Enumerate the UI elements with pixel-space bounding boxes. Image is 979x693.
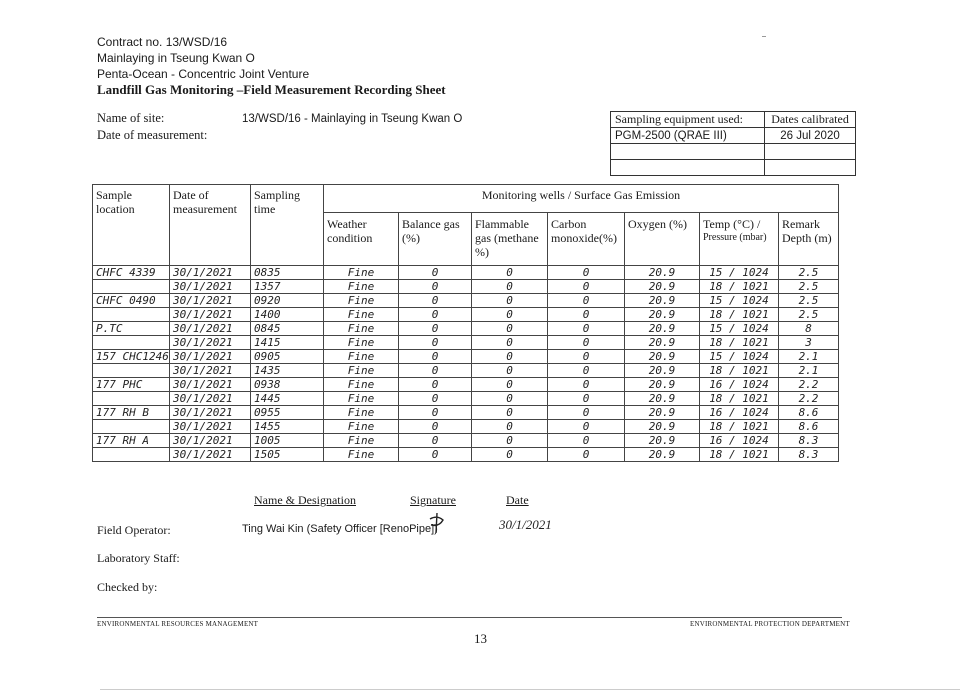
temp-pressure-cell: 15 / 1024 xyxy=(700,350,779,364)
sample-location-cell xyxy=(93,364,170,378)
depth-cell: 2.1 xyxy=(779,350,839,364)
date-cell: 30/1/2021 xyxy=(170,280,251,294)
table-row xyxy=(93,266,839,280)
depth-cell: 2.2 xyxy=(779,378,839,392)
sample-location-cell xyxy=(93,308,170,322)
time-cell: 1505 xyxy=(251,448,324,462)
carbon-monoxide-cell: 0 xyxy=(548,350,625,364)
table-row xyxy=(93,420,839,434)
balance-gas-cell: 0 xyxy=(399,448,472,462)
header-balance-gas: Balance gas (%) xyxy=(399,213,472,266)
depth-cell: 2.5 xyxy=(779,280,839,294)
name-designation-header: Name & Designation xyxy=(254,493,356,507)
sample-location-cell: P.TC xyxy=(93,322,170,336)
carbon-monoxide-cell: 0 xyxy=(548,434,625,448)
balance-gas-cell: 0 xyxy=(399,350,472,364)
document-header xyxy=(97,34,446,98)
measurement-rows xyxy=(93,266,839,462)
temp-pressure-cell: 18 / 1021 xyxy=(700,308,779,322)
oxygen-cell: 20.9 xyxy=(625,364,700,378)
site-name-label: Name of site: xyxy=(97,111,165,125)
depth-cell: 8.6 xyxy=(779,420,839,434)
date-cell: 30/1/2021 xyxy=(170,378,251,392)
flammable-gas-cell: 0 xyxy=(472,378,548,392)
depth-cell: 8.3 xyxy=(779,434,839,448)
sample-location-cell xyxy=(93,336,170,350)
footer-divider xyxy=(97,617,842,618)
flammable-gas-cell: 0 xyxy=(472,420,548,434)
header-sample-location: Sample location xyxy=(93,185,170,266)
oxygen-cell: 20.9 xyxy=(625,378,700,392)
oxygen-cell: 20.9 xyxy=(625,308,700,322)
carbon-monoxide-cell: 0 xyxy=(548,448,625,462)
header-group: Monitoring wells / Surface Gas Emission xyxy=(324,185,839,213)
sample-location-cell: CHFC 4339 xyxy=(93,266,170,280)
weather-cell: Fine xyxy=(324,308,399,322)
oxygen-cell: 20.9 xyxy=(625,350,700,364)
weather-cell: Fine xyxy=(324,294,399,308)
time-cell: 0835 xyxy=(251,266,324,280)
balance-gas-cell: 0 xyxy=(399,420,472,434)
carbon-monoxide-cell: 0 xyxy=(548,336,625,350)
sample-location-cell xyxy=(93,448,170,462)
date-cell: 30/1/2021 xyxy=(170,448,251,462)
temp-pressure-cell: 15 / 1024 xyxy=(700,322,779,336)
balance-gas-cell: 0 xyxy=(399,336,472,350)
date-cell: 30/1/2021 xyxy=(170,420,251,434)
balance-gas-cell: 0 xyxy=(399,392,472,406)
date-cell: 30/1/2021 xyxy=(170,308,251,322)
table-row xyxy=(93,280,839,294)
date-cell: 30/1/2021 xyxy=(170,294,251,308)
time-cell: 1415 xyxy=(251,336,324,350)
temp-pressure-cell: 18 / 1021 xyxy=(700,280,779,294)
header-remark-depth xyxy=(779,213,839,266)
temp-pressure-cell: 18 / 1021 xyxy=(700,420,779,434)
sample-location-cell: 177 RH A xyxy=(93,434,170,448)
calibration-header: Dates calibrated xyxy=(765,112,856,128)
depth-cell: 8 xyxy=(779,322,839,336)
table-row xyxy=(93,322,839,336)
temp-pressure-cell: 15 / 1024 xyxy=(700,266,779,280)
date-cell: 30/1/2021 xyxy=(170,266,251,280)
weather-cell: Fine xyxy=(324,434,399,448)
time-cell: 1435 xyxy=(251,364,324,378)
carbon-monoxide-cell: 0 xyxy=(548,308,625,322)
weather-cell: Fine xyxy=(324,420,399,434)
header-time: Sampling time xyxy=(251,185,324,266)
flammable-gas-cell: 0 xyxy=(472,434,548,448)
equipment-cell xyxy=(611,144,765,160)
laboratory-staff-label: Laboratory Staff: xyxy=(97,551,180,565)
signature-header: Signature xyxy=(410,493,456,507)
carbon-monoxide-cell: 0 xyxy=(548,364,625,378)
time-cell: 0920 xyxy=(251,294,324,308)
flammable-gas-cell: 0 xyxy=(472,336,548,350)
time-cell: 0905 xyxy=(251,350,324,364)
depth-cell: 2.5 xyxy=(779,294,839,308)
time-cell: 1445 xyxy=(251,392,324,406)
table-row xyxy=(93,294,839,308)
weather-cell: Fine xyxy=(324,364,399,378)
date-cell: 30/1/2021 xyxy=(170,364,251,378)
balance-gas-cell: 0 xyxy=(399,266,472,280)
oxygen-cell: 20.9 xyxy=(625,336,700,350)
table-row xyxy=(93,434,839,448)
sample-location-cell: CHFC 0490 xyxy=(93,294,170,308)
time-cell: 1357 xyxy=(251,280,324,294)
table-row xyxy=(93,392,839,406)
oxygen-cell: 20.9 xyxy=(625,406,700,420)
flammable-gas-cell: 0 xyxy=(472,364,548,378)
depth-cell: 2.5 xyxy=(779,266,839,280)
flammable-gas-cell: 0 xyxy=(472,308,548,322)
date-cell: 30/1/2021 xyxy=(170,336,251,350)
calibration-date-cell: 26 Jul 2020 xyxy=(765,128,856,144)
flammable-gas-cell: 0 xyxy=(472,392,548,406)
equipment-header: Sampling equipment used: xyxy=(611,112,765,128)
measurement-table xyxy=(92,184,839,462)
weather-cell: Fine xyxy=(324,406,399,420)
flammable-gas-cell: 0 xyxy=(472,448,548,462)
equipment-cell: PGM-2500 (QRAE III) xyxy=(611,128,765,144)
carbon-monoxide-cell: 0 xyxy=(548,322,625,336)
calibration-date-cell xyxy=(765,160,856,176)
equipment-cell xyxy=(611,160,765,176)
header-carbon-monoxide: Carbon monoxide(%) xyxy=(548,213,625,266)
measurement-date-label: Date of measurement: xyxy=(97,128,208,142)
header-weather: Weather condition xyxy=(324,213,399,266)
project-name: Mainlaying in Tseung Kwan O xyxy=(97,51,255,65)
sample-location-cell: 177 RH B xyxy=(93,406,170,420)
header-pressure: Pressure (mbar) xyxy=(703,232,767,243)
weather-cell: Fine xyxy=(324,266,399,280)
flammable-gas-cell: 0 xyxy=(472,266,548,280)
equipment-table xyxy=(610,111,856,176)
sample-location-cell xyxy=(93,280,170,294)
date-cell: 30/1/2021 xyxy=(170,434,251,448)
table-row xyxy=(93,406,839,420)
oxygen-cell: 20.9 xyxy=(625,266,700,280)
weather-cell: Fine xyxy=(324,350,399,364)
footer-right: ENVIRONMENTAL PROTECTION DEPARTMENT xyxy=(690,620,850,628)
oxygen-cell: 20.9 xyxy=(625,294,700,308)
temp-pressure-cell: 15 / 1024 xyxy=(700,294,779,308)
flammable-gas-cell: 0 xyxy=(472,294,548,308)
temp-pressure-cell: 16 / 1024 xyxy=(700,406,779,420)
header-flammable-gas: Flammable gas (methane %) xyxy=(472,213,548,266)
balance-gas-cell: 0 xyxy=(399,364,472,378)
oxygen-cell: 20.9 xyxy=(625,420,700,434)
temp-pressure-cell: 16 / 1024 xyxy=(700,378,779,392)
site-info xyxy=(97,110,462,143)
header-date: Date of measurement xyxy=(170,185,251,266)
carbon-monoxide-cell: 0 xyxy=(548,392,625,406)
table-row xyxy=(93,350,839,364)
depth-cell: 3 xyxy=(779,336,839,350)
temp-pressure-cell: 18 / 1021 xyxy=(700,364,779,378)
field-operator-label: Field Operator: xyxy=(97,523,171,537)
header-depth: Depth (m) xyxy=(782,231,832,245)
oxygen-cell: 20.9 xyxy=(625,448,700,462)
contractor-name: Penta-Ocean - Concentric Joint Venture xyxy=(97,67,310,81)
depth-cell: 8.3 xyxy=(779,448,839,462)
sample-location-cell xyxy=(93,420,170,434)
carbon-monoxide-cell: 0 xyxy=(548,420,625,434)
time-cell: 1400 xyxy=(251,308,324,322)
weather-cell: Fine xyxy=(324,280,399,294)
weather-cell: Fine xyxy=(324,378,399,392)
sample-location-cell xyxy=(93,392,170,406)
carbon-monoxide-cell: 0 xyxy=(548,378,625,392)
signature-mark-icon xyxy=(427,511,447,535)
header-remark: Remark xyxy=(782,217,820,231)
page-number: 13 xyxy=(474,631,487,646)
depth-cell: 2.2 xyxy=(779,392,839,406)
depth-cell: 8.6 xyxy=(779,406,839,420)
header-temp: Temp (°C) / xyxy=(703,217,761,231)
table-row xyxy=(93,308,839,322)
weather-cell: Fine xyxy=(324,322,399,336)
weather-cell: Fine xyxy=(324,336,399,350)
field-operator-date: 30/1/2021 xyxy=(499,517,552,532)
time-cell: 1455 xyxy=(251,420,324,434)
table-row xyxy=(93,336,839,350)
carbon-monoxide-cell: 0 xyxy=(548,406,625,420)
time-cell: 0845 xyxy=(251,322,324,336)
header-temp-pressure xyxy=(700,213,779,266)
date-cell: 30/1/2021 xyxy=(170,392,251,406)
checked-by-label: Checked by: xyxy=(97,580,158,594)
date-cell: 30/1/2021 xyxy=(170,322,251,336)
depth-cell: 2.5 xyxy=(779,308,839,322)
flammable-gas-cell: 0 xyxy=(472,350,548,364)
depth-cell: 2.1 xyxy=(779,364,839,378)
field-operator-name: Ting Wai Kin (Safety Officer [RenoPipe]) xyxy=(242,523,438,535)
temp-pressure-cell: 18 / 1021 xyxy=(700,448,779,462)
weather-cell: Fine xyxy=(324,392,399,406)
carbon-monoxide-cell: 0 xyxy=(548,280,625,294)
site-name-value: 13/WSD/16 - Mainlaying in Tseung Kwan O xyxy=(242,113,463,125)
oxygen-cell: 20.9 xyxy=(625,280,700,294)
carbon-monoxide-cell: 0 xyxy=(548,294,625,308)
balance-gas-cell: 0 xyxy=(399,378,472,392)
weather-cell: Fine xyxy=(324,448,399,462)
flammable-gas-cell: 0 xyxy=(472,322,548,336)
date-cell: 30/1/2021 xyxy=(170,406,251,420)
balance-gas-cell: 0 xyxy=(399,322,472,336)
sample-location-cell: 177 PHC xyxy=(93,378,170,392)
scan-mark xyxy=(762,36,766,37)
time-cell: 1005 xyxy=(251,434,324,448)
header-oxygen: Oxygen (%) xyxy=(625,213,700,266)
table-row xyxy=(93,378,839,392)
oxygen-cell: 20.9 xyxy=(625,322,700,336)
table-row xyxy=(93,448,839,462)
date-header: Date xyxy=(506,493,529,507)
contract-number: Contract no. 13/WSD/16 xyxy=(97,35,228,49)
time-cell: 0938 xyxy=(251,378,324,392)
flammable-gas-cell: 0 xyxy=(472,280,548,294)
balance-gas-cell: 0 xyxy=(399,280,472,294)
balance-gas-cell: 0 xyxy=(399,294,472,308)
footer-left: ENVIRONMENTAL RESOURCES MANAGEMENT xyxy=(97,620,259,628)
temp-pressure-cell: 18 / 1021 xyxy=(700,336,779,350)
carbon-monoxide-cell: 0 xyxy=(548,266,625,280)
balance-gas-cell: 0 xyxy=(399,406,472,420)
sheet-title: Landfill Gas Monitoring –Field Measurement Recording Sheet xyxy=(97,82,446,97)
temp-pressure-cell: 18 / 1021 xyxy=(700,392,779,406)
flammable-gas-cell: 0 xyxy=(472,406,548,420)
oxygen-cell: 20.9 xyxy=(625,434,700,448)
scan-edge xyxy=(100,689,960,690)
time-cell: 0955 xyxy=(251,406,324,420)
oxygen-cell: 20.9 xyxy=(625,392,700,406)
sample-location-cell: 157 CHC1246 xyxy=(93,350,170,364)
calibration-date-cell xyxy=(765,144,856,160)
date-cell: 30/1/2021 xyxy=(170,350,251,364)
table-row xyxy=(93,364,839,378)
balance-gas-cell: 0 xyxy=(399,434,472,448)
temp-pressure-cell: 16 / 1024 xyxy=(700,434,779,448)
balance-gas-cell: 0 xyxy=(399,308,472,322)
